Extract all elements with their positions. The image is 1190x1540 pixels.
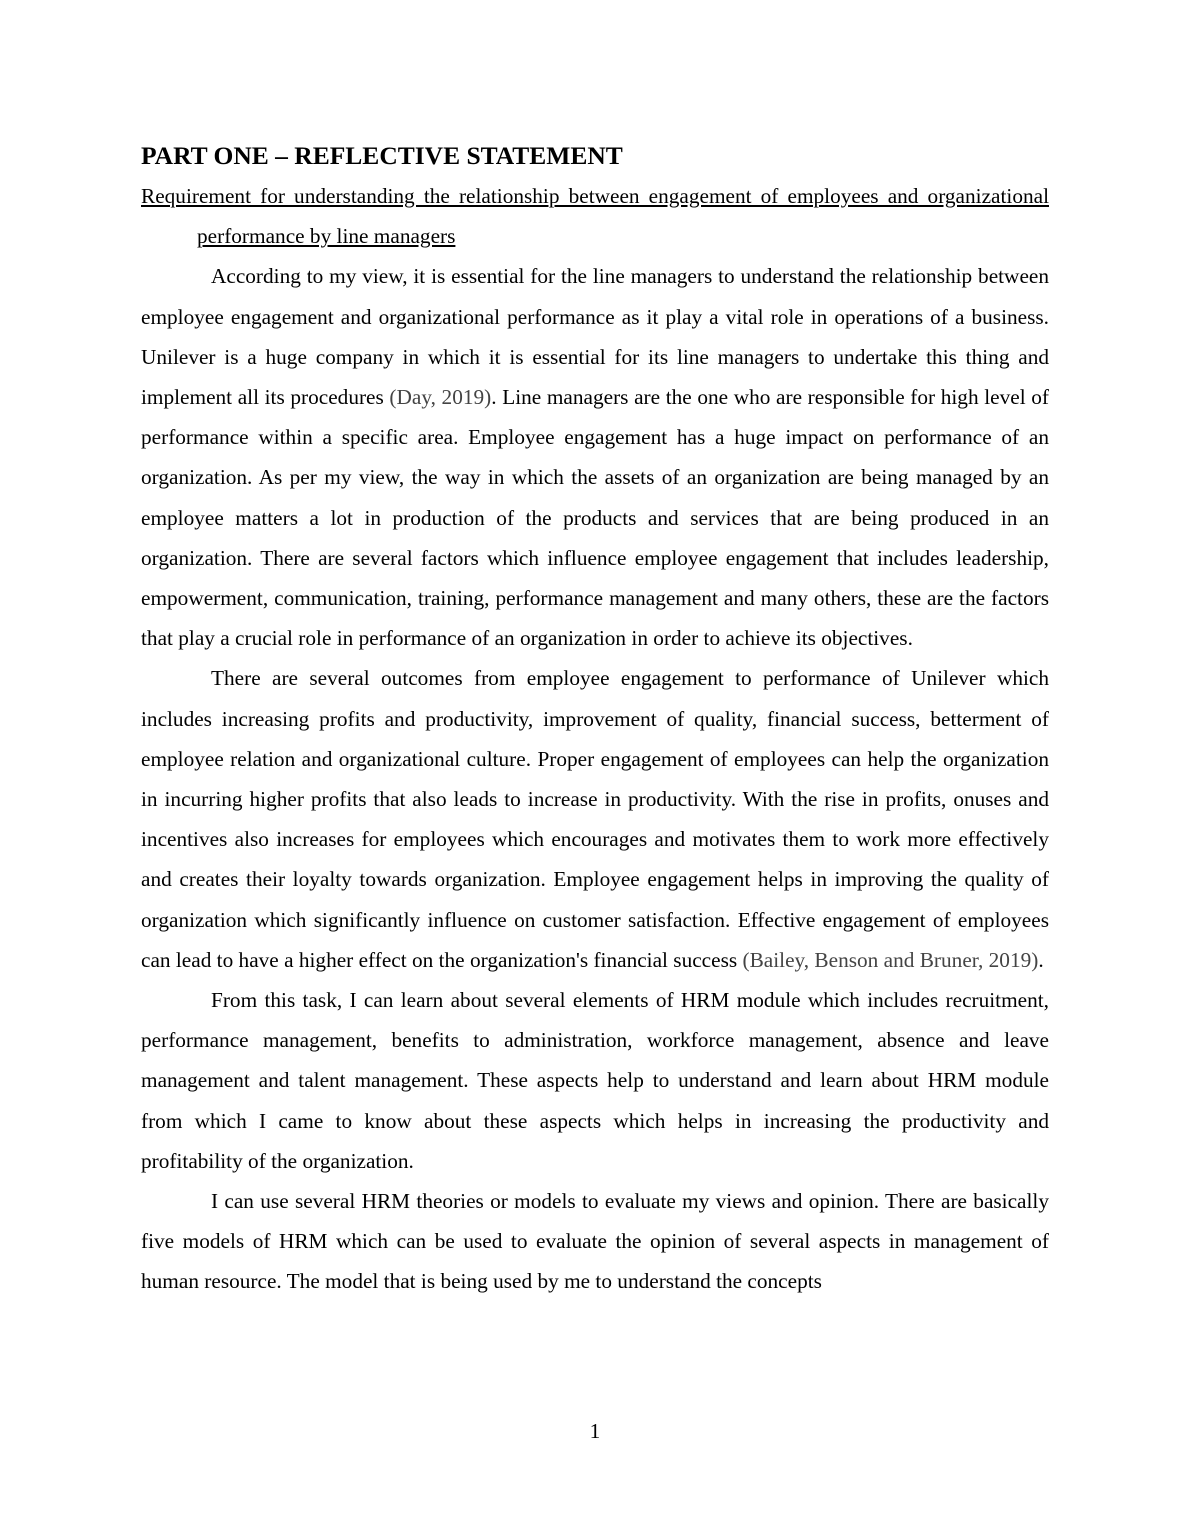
paragraph: [141, 1181, 1049, 1302]
paragraph-text: There are several outcomes from employee engagement to performance of Unilever which includes increasing profits and productivity, improvement of quality, financial success, betterment of employee relation and organizational culture. Proper engagement of employees can help the organization in incurring higher profits that also leads to increase in productivity. With the rise in profits, onuses and incentives also increases for employees which encourages and motivates them to work more effectively and creates their loyalty towards organization. Employee engagement helps in improving the quality of organization which significantly influence on customer satisfaction. Effective engagement of employees can lead to have a higher effect on the organization's financial success: [141, 666, 1049, 972]
section-heading: PART ONE – REFLECTIVE STATEMENT: [141, 141, 623, 170]
paragraph-text: . Line managers are the one who are responsible for high level of performance within a specific area. Employee engagement has a huge impact on performance of an organization. As per my view, the way in which the assets of an organization are being managed by an employee matters a lot in production of the products and services that are being produced in an organization. There are several factors which influence employee engagement that includes leadership, empowerment, communication, training, performance management and many others, these are the factors that play a crucial role in performance of an organization in order to achieve its objectives.: [141, 385, 1049, 651]
paragraph: [141, 980, 1049, 1181]
page-number: 1: [589, 1419, 601, 1443]
citation: (Day, 2019): [389, 385, 492, 410]
paragraph-text: .: [1038, 947, 1044, 972]
paragraph: [141, 256, 1049, 658]
citation: (Bailey, Benson and Bruner, 2019): [742, 947, 1039, 972]
paragraph: [141, 658, 1049, 980]
subsection-heading: Requirement for understanding the relationship between engagement of employees and organizational performance by line managers: [141, 184, 1049, 249]
paragraph-text: According to my view, it is essential for the line managers to understand the relationship between employee engagement and organizational performance as it play a vital role in operations of a business. Unilever is a huge company in which it is essential for its line managers to undertake this thing and implement all its procedures: [141, 264, 1049, 410]
paragraph-text: I can use several HRM theories or models to evaluate my views and opinion. There are basically five models of HRM which can be used to evaluate the opinion of several aspects in management of human resource. The model that is being used by me to understand the concepts: [141, 1189, 1049, 1294]
paragraph-text: From this task, I can learn about several elements of HRM module which includes recruitment, performance management, benefits to administration, workforce management, absence and leave management and talent management. These aspects help to understand and learn about HRM module from which I came to know about these aspects which helps in increasing the productivity and profitability of the organization.: [141, 988, 1049, 1173]
page-body: [141, 138, 1049, 1302]
